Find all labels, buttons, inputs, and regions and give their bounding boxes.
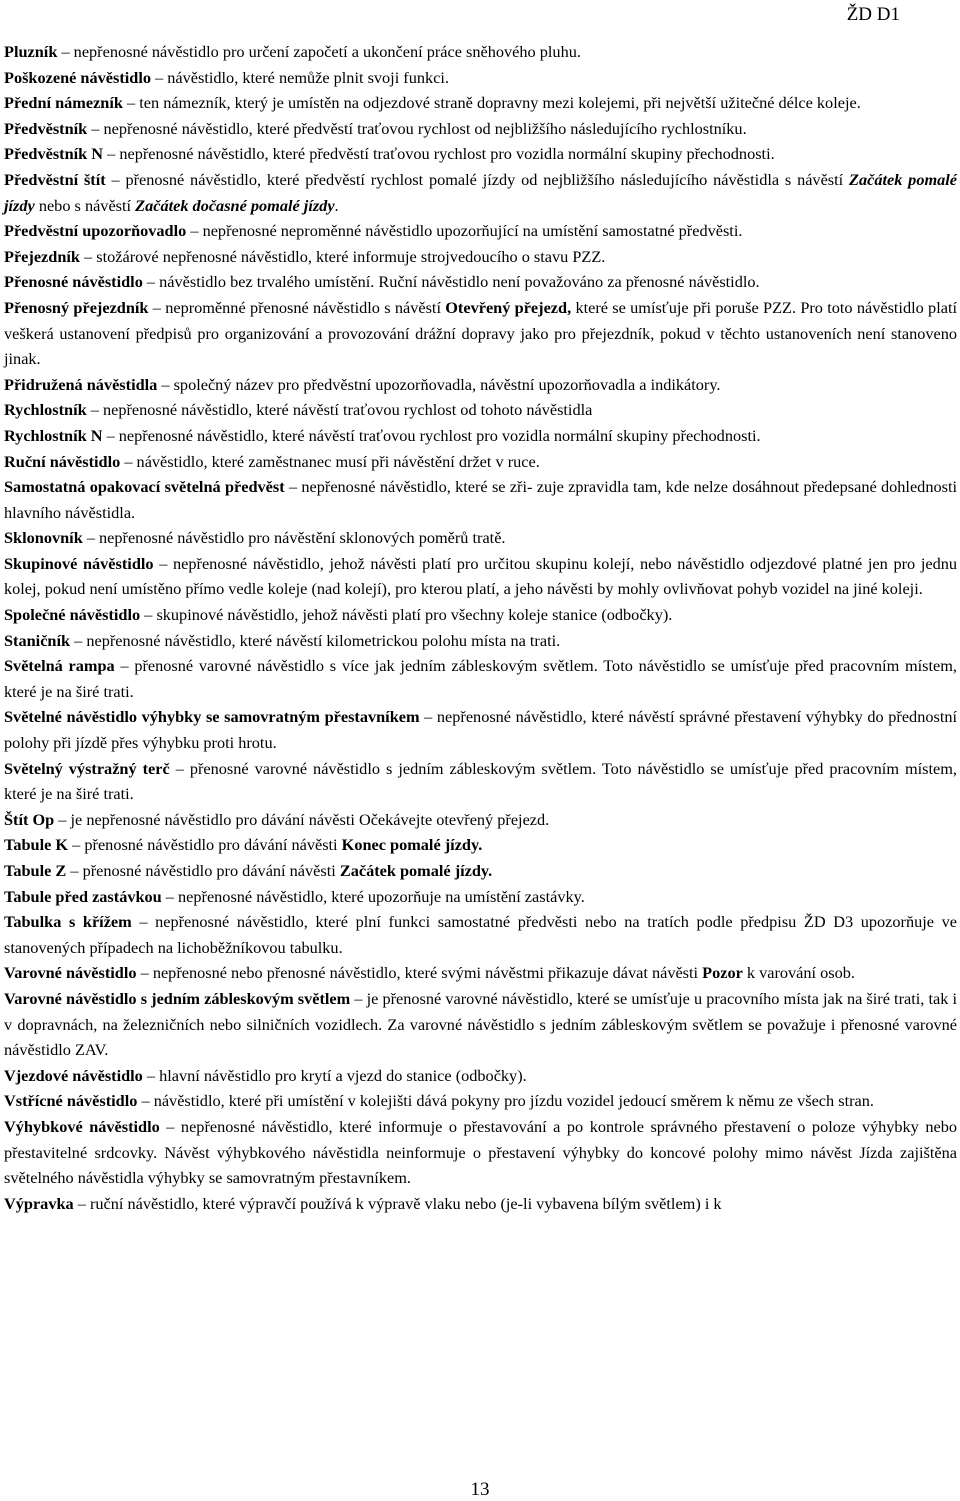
glossary-term: Přejezdník [4,246,80,266]
glossary-definition-text: – nepřenosné návěstidlo, které návěstí traťovou rychlost pro vozidla normální skupiny přechodnosti. [102,425,761,445]
glossary-definition-text: – nepřenosné návěstidlo, které návěstí traťovou rychlost od tohoto návěstidla [86,400,593,420]
glossary-entry-prenosny-prejezdnik [4,295,957,372]
glossary-definition-text: – nepřenosné nebo přenosné návěstidlo, které svými návěstmi přikazuje dávat návěsti [136,963,703,983]
glossary-term: Staničník [4,630,71,650]
glossary-entry-stanicnik [4,628,957,654]
glossary-definition-text: které se umísťuje při poruše PZZ. Pro toto návěstidlo platí veškerá ustanovení předpisů pro organizování a provozování drážní dopravy jako pro přejezdník, pokud v těchto ustanoveních není stanoveno jinak. [4,297,957,369]
glossary-entry-rucni-navestidlo [4,449,957,475]
glossary-definition-text: – přenosné návěstidlo pro dávání návěsti [68,835,342,855]
glossary-entry-pridruzena-navestidla [4,372,957,398]
page-header-doc-code: ŽD D1 [846,4,900,25]
glossary-term: Poškozené návěstidlo [4,67,151,87]
glossary-term: Tabulka s křížem [4,912,132,932]
glossary-term: Předvěstní štít [4,169,106,189]
glossary-definition-text: – návěstidlo bez trvalého umístění. Ruční návěstidlo není považováno za přenosné návěstidlo. [142,272,760,292]
glossary-entry-predvestnik [4,116,957,142]
emphasized-signal-name: Začátek pomalé jízdy. [339,861,493,880]
glossary-entry-skupinove-navestidlo [4,551,957,602]
glossary-entry-samostatna-opakovaci-svetelna-predvest [4,474,957,525]
glossary-definition-text: – návěstidlo, které zaměstnanec musí při návěstění držet v ruce. [120,451,540,471]
glossary-definition-text: – nepřenosné neproměnné návěstidlo upozorňující na umístění samostatné předvěsti. [186,221,743,241]
emphasized-signal-name-text: Začátek dočasné pomalé jízdy [135,195,335,215]
glossary-term: Varovné návěstidlo s jedním zábleskovým světlem [4,988,351,1008]
glossary-term: Společné návěstidlo [4,605,141,625]
emphasized-signal-name: Pozor [702,963,743,983]
glossary-definition-text: – nepřenosné návěstidlo, které plní funkci samostatné předvěsti nebo na tratích podle předpisu ŽD D3 upozorňuje ve stanovených případech na lichoběžníkovou tabulku. [4,912,957,957]
glossary-definition-text: – je nepřenosné návěstidlo pro dávání návěsti Očekávejte otevřený přejezd. [54,809,550,829]
glossary-definition-text: – přenosné návěstidlo, které předvěstí rychlost pomalé jízdy od nejbližšího následujícího návěstidla s návěstí [105,169,850,189]
glossary-list [4,39,957,1216]
glossary-term: Tabule Z [4,861,67,880]
glossary-term: Světelná rampa [4,656,115,676]
glossary-definition-text: – nepřenosné návěstidlo pro určení započetí a ukončení práce sněhového pluhu. [57,42,581,61]
glossary-definition-text: – ten námezník, který je umístěn na odjezdové straně dopravny mezi kolejemi, při největší užitečné délce koleje. [122,93,861,113]
glossary-entry-rychlostnik-n [4,423,957,449]
glossary-term: Tabule před zastávkou [4,886,162,906]
glossary-term: Světelné návěstidlo výhybky se samovratným přestavníkem [4,707,420,727]
glossary-entry-pluznik [4,39,957,65]
glossary-entry-stit-op [4,807,957,833]
glossary-entry-svetelna-rampa [4,653,957,704]
glossary-entry-svetelne-navestidlo-vyhybky [4,704,957,755]
page-number: 13 [470,1479,490,1500]
glossary-entry-sklonovnik [4,525,957,551]
glossary-definition-text: nebo s návěstí [34,195,136,215]
glossary-definition-text: . [334,195,339,215]
glossary-definition-text: – nepřenosné návěstidlo, které předvěstí traťovou rychlost od nejbližšího následujícího rychlostníku. [87,118,747,138]
glossary-term: Přední námezník [4,93,123,113]
glossary-term: Štít Op [4,809,55,829]
glossary-entry-poskozene-navestidlo [4,65,957,91]
glossary-term: Varovné návěstidlo [4,963,137,983]
emphasized-signal-name-text: Začátek pomalé jízdy [4,169,958,215]
glossary-definition-text: – nepřenosné návěstidlo pro návěstění sklonových poměrů tratě. [82,528,506,548]
glossary-entry-tabulka-s-krizem [4,909,957,960]
glossary-definition-text: – hlavní návěstidlo pro krytí a vjezd do stanice (odbočky). [142,1065,527,1085]
glossary-definition-text: – nepřenosné návěstidlo, které návěstí správné přestavení výhybky do přednostní polohy při jízdě přes výhybku proti hrotu. [4,707,958,753]
glossary-entry-svetelny-vystrazny-terc [4,756,957,807]
glossary-term: Sklonovník [4,528,83,548]
glossary-term: Předvěstník N [4,144,104,164]
glossary-definition-text: – nepřenosné návěstidlo, které upozorňuje na umístění zastávky. [161,886,585,906]
glossary-term: Ruční návěstidlo [4,451,121,471]
glossary-term: Přenosný přejezdník [4,297,149,317]
glossary-definition-text: – stožárové nepřenosné návěstidlo, které informuje strojvedoucího o stavu PZZ. [79,246,606,266]
glossary-definition-text: – přenosné varovné návěstidlo s jedním zábleskovým světlem. Toto návěstidlo se umísťuje před pracovním místem, které je na širé trati. [4,758,958,804]
glossary-entry-spolecne-navestidlo [4,602,957,628]
glossary-term: Tabule K [4,835,69,855]
glossary-entry-vjezdove-navestidlo [4,1063,957,1089]
glossary-term: Světelný výstražný terč [4,758,170,778]
glossary-definition-text: – návěstidlo, které při umístění v kolejišti dává pokyny pro jízdu vozidel jedoucí směrem k němu ze všech stran. [137,1091,874,1111]
glossary-entry-vypravka [4,1191,957,1217]
glossary-entry-tabule-pred-zastavkou [4,884,957,910]
glossary-entry-predvestnik-n [4,141,957,167]
glossary-term: Rychlostník N [4,425,103,445]
glossary-definition-text: – společný název pro předvěstní upozorňovadla, návěstní upozorňovadla a indikátory. [157,374,721,394]
glossary-term: Samostatná opakovací světelná předvěst [4,477,285,497]
glossary-term: Výhybkové návěstidlo [4,1116,160,1136]
glossary-term: Vjezdové návěstidlo [4,1065,143,1085]
glossary-entry-prejezdnik [4,244,957,270]
glossary-definition-text: – skupinové návěstidlo, jehož návěsti platí pro všechny koleje stanice (odbočky). [140,605,673,625]
glossary-term: Výpravka [4,1193,74,1213]
glossary-entry-rychlostnik [4,397,957,423]
glossary-definition-text: – ruční návěstidlo, které výpravčí používá k výpravě vlaku nebo (je-li vybavena bílým světlem) i k [73,1193,722,1213]
glossary-term: Skupinové návěstidlo [4,553,154,573]
glossary-definition-text: – nepřenosné návěstidlo, které předvěstí traťovou rychlost pro vozidla normální skupiny přechodnosti. [103,144,775,164]
emphasized-signal-name [135,196,334,215]
glossary-entry-tabule-k [4,832,957,858]
glossary-entry-vyhybkove-navestidlo [4,1114,957,1191]
glossary-definition-text: – nepřenosné návěstidlo, které informuje o přestavování a po kontrole správného přestavení o poloze výhybky nebo přestavitelné srdcovky. Návěst výhybkového návěstidla neinformuje o přestavení výhybky do koncové polohy mimo návěst Jízda zajištěna světelného návěstidla výhybky se samovratným přestavníkem. [4,1116,957,1188]
glossary-definition-text: – přenosné varovné návěstidlo s více jak jedním zábleskovým světlem. Toto návěstidlo se umísťuje před pracovním místem, které je na širé trati. [4,656,957,701]
glossary-entry-prenosne-navestidlo [4,269,957,295]
glossary-entry-varovne-navestidlo [4,960,957,986]
glossary-definition-text: – nepřenosné návěstidlo, které návěstí kilometrickou polohu místa na trati. [70,630,561,650]
glossary-term: Vstřícné návěstidlo [4,1091,138,1111]
glossary-term: Předvěstní upozorňovadlo [4,221,187,241]
glossary-definition-text: – nepřenosné návěstidlo, jehož návěsti platí pro určitou skupinu kolejí, nebo návěstidlo odjezdové platné jen pro jednu kolej, pokud není umístěno přímo vedle koleje (nad kolejí), pro kterou platí, a jeho návěsti by mohly ovlivňovat pohyb vozidel na jiné koleji. [4,553,957,599]
glossary-definition-text: – neproměnné přenosné návěstidlo s návěstí [148,297,446,317]
glossary-term: Pluzník [4,42,58,61]
glossary-entry-predni-peznik [4,90,957,116]
glossary-term: Rychlostník [4,400,87,420]
glossary-definition-text: – je přenosné varovné návěstidlo, které se umísťuje u pracovního místa jak na širé trati, tak i v dopravnách, na železničních nebo silničních vozidlech. Za varovné návěstidlo s jedním zábleskovým světlem se považuje i přenosné varovné návěstidlo ZAV. [4,988,957,1060]
glossary-entry-tabule-z [4,858,957,884]
glossary-entry-vstricne-navestidlo [4,1088,957,1114]
glossary-term: Přenosné návěstidlo [4,272,143,292]
glossary-entry-varovne-navestidlo-zableskove [4,986,957,1063]
glossary-definition-text: – přenosné návěstidlo pro dávání návěsti [66,861,340,880]
glossary-term: Předvěstník [4,118,88,138]
glossary-term: Přidružená návěstidla [4,374,158,394]
glossary-entry-predvestni-upozornovadlo [4,218,957,244]
glossary-definition-text: – nepřenosné návěstidlo, které se zři- zuje zpravidla tam, kde nelze dosáhnout předepsané dohlednosti hlavního návěstidla. [4,477,957,522]
emphasized-signal-name: Konec pomalé jízdy. [341,835,483,855]
emphasized-signal-name: Otevřený přejezd, [445,297,572,317]
glossary-entry-predvestni-stit [4,167,957,218]
glossary-definition-text: – návěstidlo, které nemůže plnit svoji funkci. [151,67,449,87]
glossary-definition-text: k varování osob. [742,963,855,983]
